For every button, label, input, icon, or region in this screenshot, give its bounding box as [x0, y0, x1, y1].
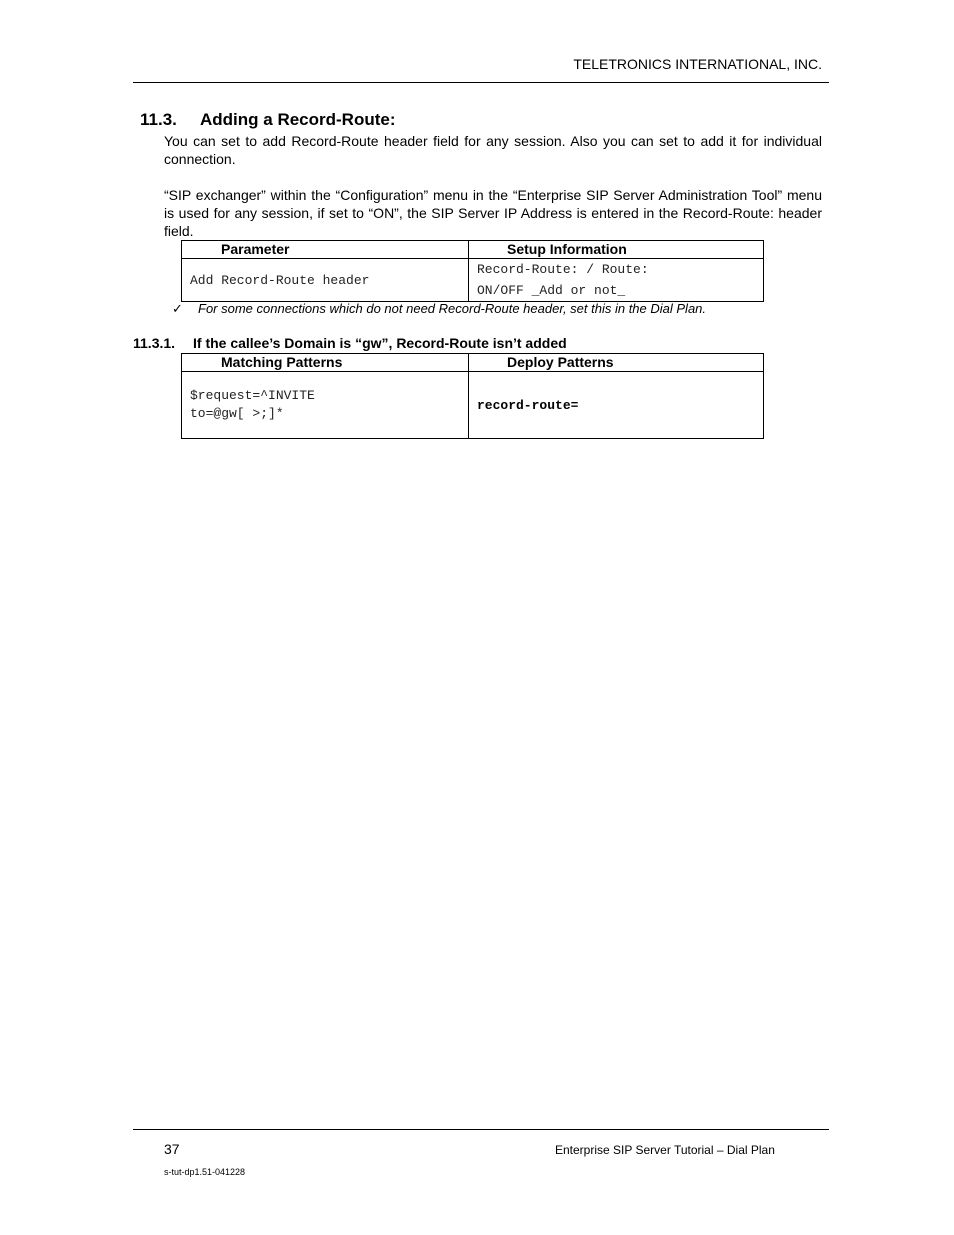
column-header-parameter: Parameter: [182, 241, 469, 259]
subsection-number: 11.3.1.: [133, 335, 176, 351]
note: [172, 301, 706, 317]
document-code: s-tut-dp1.51-041228: [164, 1167, 246, 1177]
config-paragraph: “SIP exchanger” within the “Configuration” menu in the “Enterprise SIP Server Administration Tool” menu is used for any session, if set to “ON”, the SIP Server IP Address is entered in the Record-Route: header field.: [164, 187, 822, 239]
column-header-setup-information: Setup Information: [469, 241, 764, 259]
section-number: 11.3.: [140, 110, 177, 129]
matching-pattern-line: to=@gw[ >;]*: [190, 406, 284, 421]
matching-pattern-line: $request=^INVITE: [190, 388, 315, 403]
company-name: TELETRONICS INTERNATIONAL, INC.: [573, 56, 822, 72]
page-number: 37: [164, 1141, 180, 1157]
setup-line: Record-Route: / Route:: [477, 262, 649, 277]
subsection-title: If the callee’s Domain is “gw”, Record-Route isn’t added: [193, 335, 567, 351]
table-header-row: [182, 354, 764, 372]
patterns-table: [181, 353, 764, 439]
parameter-table: [181, 240, 764, 302]
column-header-matching-patterns: Matching Patterns: [182, 354, 469, 372]
checkmark-icon: ✓: [172, 301, 183, 316]
subsection-heading: [133, 335, 567, 351]
table-header-row: [182, 241, 764, 259]
footer-title: Enterprise SIP Server Tutorial – Dial Plan: [555, 1143, 775, 1157]
section-title: Adding a Record-Route:: [200, 110, 396, 129]
matching-pattern-cell: [182, 372, 469, 439]
intro-paragraph: You can set to add Record-Route header field for any session. Also you can set to add it for individual connection.: [164, 133, 822, 167]
column-header-deploy-patterns: Deploy Patterns: [469, 354, 764, 372]
note-text: For some connections which do not need Record-Route header, set this in the Dial Plan.: [198, 301, 707, 316]
footer-rule: [133, 1129, 829, 1130]
section-heading: [140, 110, 396, 130]
setup-line: ON/OFF _Add or not_: [477, 283, 626, 298]
setup-information-cell: [469, 259, 764, 302]
deploy-pattern-cell: record-route=: [469, 372, 764, 439]
parameter-cell: Add Record-Route header: [182, 259, 469, 302]
header-rule: [133, 82, 829, 83]
table-row: [182, 259, 764, 302]
table-row: [182, 372, 764, 439]
